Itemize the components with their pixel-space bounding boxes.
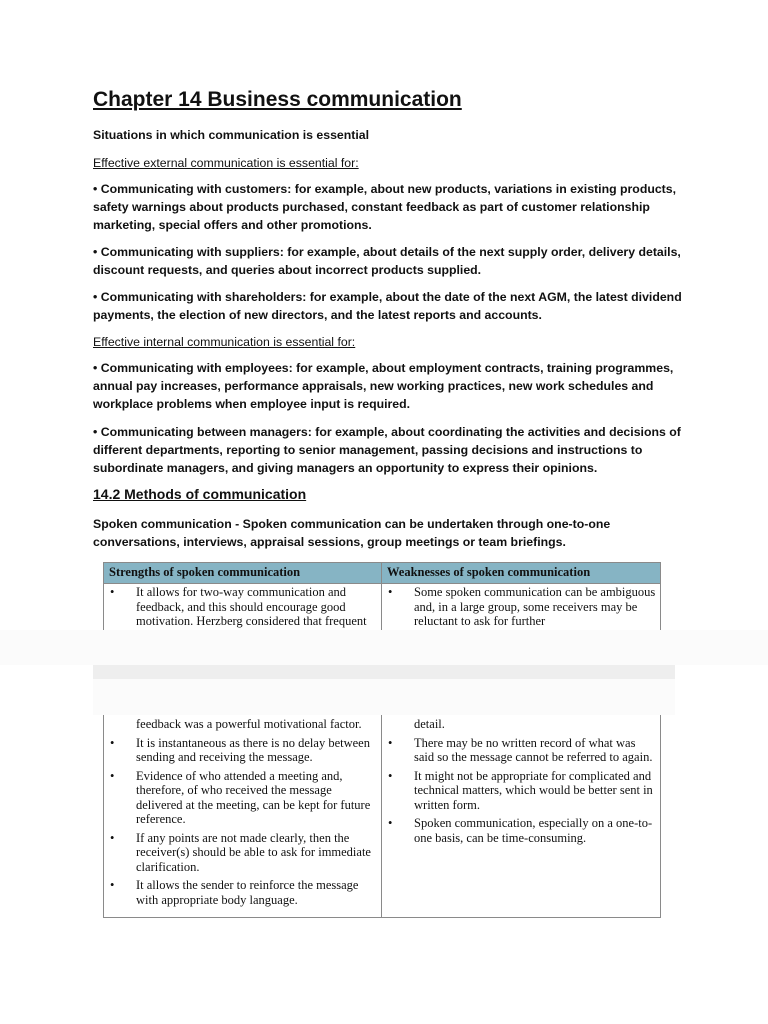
weakness-item: [386, 585, 656, 629]
strength-text: Evidence of who attended a meeting and, therefore, of who received the message delivered at the meeting, can be kept for future reference.: [136, 768, 371, 826]
bullet: •: [110, 585, 115, 599]
external-heading-text: Effective external communication is essential for:: [93, 156, 359, 170]
bullet: •: [110, 735, 115, 750]
external-point-suppliers: • Communicating with suppliers: for example, about details of the next supply order, delivery details, discount requests, and queries about incorrect products supplied.: [93, 245, 681, 277]
strength-text: If any points are not made clearly, then the receiver(s) should be able to ask for immediate clarification.: [136, 830, 371, 874]
bullet: •: [388, 735, 393, 750]
spoken-text: - Spoken communication can be undertaken through one-to-one conversations, interviews, appraisal sessions, group meetings or team briefings.: [93, 517, 611, 549]
bullet: •: [110, 768, 115, 783]
weakness-item: [386, 816, 656, 845]
bullet: •: [388, 768, 393, 783]
external-heading: [93, 154, 683, 172]
strength-continuation: [108, 717, 377, 732]
situations-heading: Situations in which communication is essential: [93, 128, 370, 142]
bullet: •: [388, 816, 393, 830]
strength-cell: [104, 584, 382, 637]
weakness-continuation-text: detail.: [414, 717, 445, 731]
spoken-paragraph: [93, 515, 683, 551]
strength-text: It allows the sender to reinforce the message with appropriate body language.: [136, 878, 359, 907]
internal-heading: [93, 333, 683, 351]
weakness-continuation: [386, 717, 656, 732]
page-break-band: [93, 665, 675, 679]
strength-item: [108, 831, 377, 875]
weakness-item: [386, 736, 656, 765]
strength-text: It is instantaneous as there is no delay between sending and receiving the message.: [136, 735, 370, 764]
strength-text: It allows for two-way communication and feedback, and this should encourage good motivation. Herzberg considered that frequent: [136, 585, 367, 628]
strength-continuation-text: feedback was a powerful motivational factor.: [136, 717, 362, 731]
external-point-customers: • Communicating with customers: for example, about new products, variations in existing products, safety warnings about products purchased, constant feedback as part of customer relationship marketing, special offers and other promotions.: [93, 182, 677, 232]
spoken-table-bottom: [103, 715, 661, 918]
bullet: •: [110, 878, 115, 892]
bullet: •: [388, 585, 393, 599]
strengths-header: Strengths of spoken communication: [104, 563, 382, 584]
internal-point-managers: • Communicating between managers: for example, about coordinating the activities and decisions of different departments, reporting to senior management, passing decisions and instructions to subordinate managers, and giving managers an opportunity to express their opinions.: [93, 425, 681, 475]
spoken-table-top: [103, 562, 661, 637]
strength-item: [108, 878, 377, 907]
strengths-column: [104, 715, 382, 917]
weaknesses-column: [382, 715, 661, 917]
weakness-text: It might not be appropriate for complicated and technical matters, which would be better sent in written form.: [414, 768, 653, 812]
external-point-shareholders: • Communicating with shareholders: for example, about the date of the next AGM, the latest dividend payments, the election of new directors, and the latest reports and accounts.: [93, 290, 682, 322]
strength-item: [108, 736, 377, 765]
bullet: •: [110, 830, 115, 845]
weakness-text: There may be no written record of what was said so the message cannot be referred to again.: [414, 735, 653, 764]
page-break-blank-lower: [93, 679, 675, 715]
methods-heading: 14.2 Methods of communication: [93, 486, 307, 502]
page-break-blank: [0, 630, 768, 665]
internal-heading-text: Effective internal communication is essential for:: [93, 335, 356, 349]
spoken-label: Spoken communication: [93, 517, 232, 531]
weakness-text: Spoken communication, especially on a one-to-one basis, can be time-consuming.: [414, 816, 653, 845]
weakness-text: Some spoken communication can be ambiguous and, in a large group, some receivers may be reluctant to ask for further: [414, 585, 656, 628]
strength-item: [108, 585, 377, 629]
internal-point-employees: • Communicating with employees: for example, about employment contracts, training programmes, annual pay increases, performance appraisals, new working practices, new work schedules and workplace problems when employee input is required.: [93, 361, 674, 411]
chapter-title: Chapter 14 Business communication: [93, 88, 462, 111]
weakness-cell: [382, 584, 661, 637]
strength-item: [108, 769, 377, 827]
weakness-item: [386, 769, 656, 813]
weaknesses-header: Weaknesses of spoken communication: [382, 563, 661, 584]
